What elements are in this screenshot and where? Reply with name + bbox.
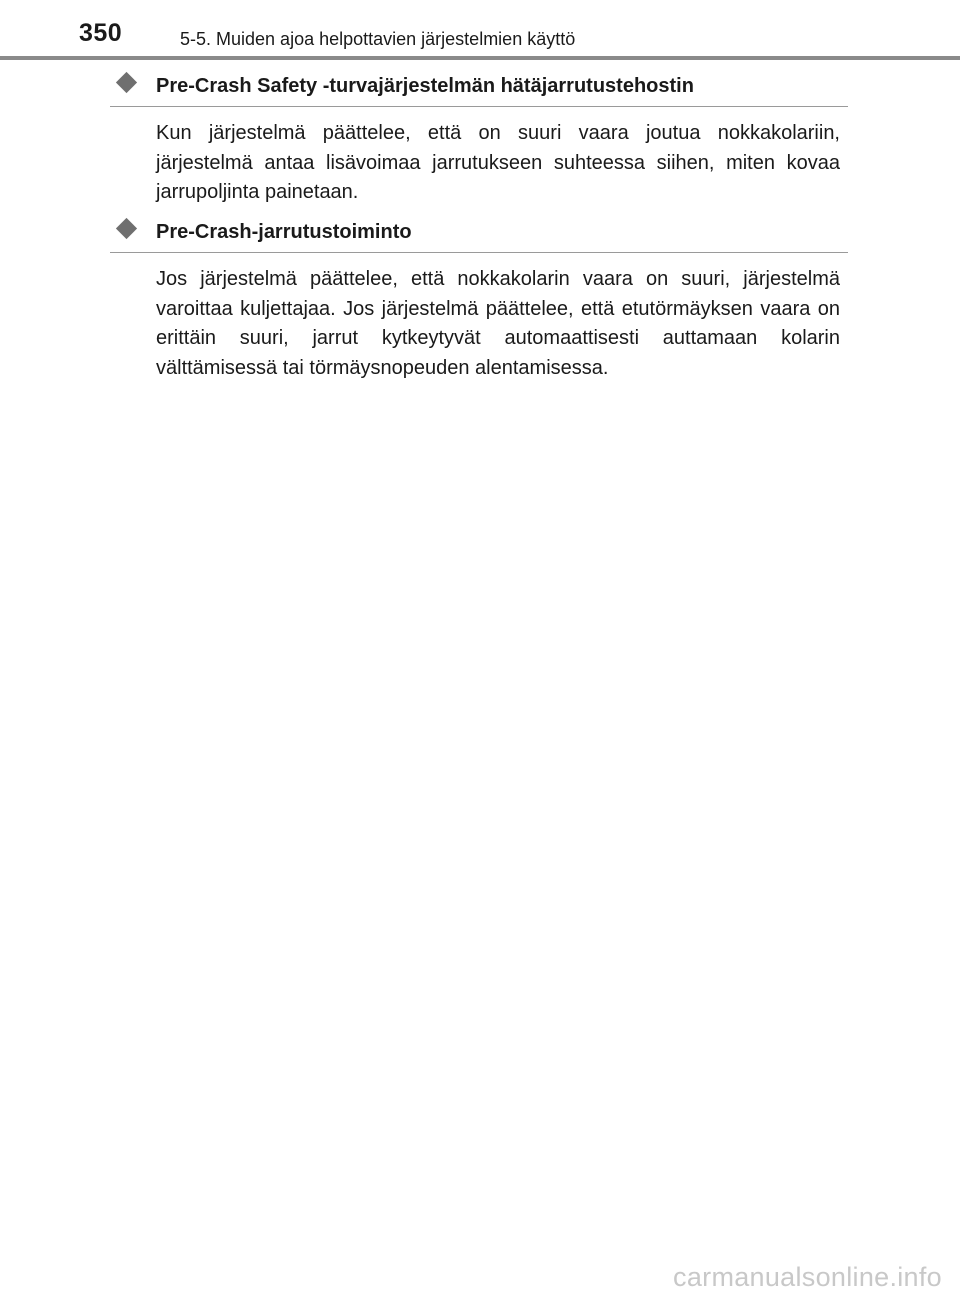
section-pre-crash-braking [110, 212, 848, 383]
diamond-bullet-icon [116, 218, 137, 239]
section-heading [110, 66, 848, 107]
header-rule [0, 56, 960, 60]
page-number: 350 [79, 19, 123, 47]
page-header [0, 0, 960, 60]
section-heading-text: Pre-Crash Safety -turvajärjestelmän hätäjarrutustehostin [156, 75, 694, 97]
section-heading-text: Pre-Crash-jarrutustoiminto [156, 221, 412, 243]
section-body: Kun järjestelmä päättelee, että on suuri vaara joutua nokkakolariin, järjestelmä antaa lisävoimaa jarrutukseen suhteessa siihen, miten kovaa jarrupoljinta painetaan. [156, 122, 840, 203]
watermark: carmanualsonline.info [673, 1262, 942, 1292]
section-body: Jos järjestelmä päättelee, että nokkakolarin vaara on suuri, järjestelmä varoittaa kuljettajaa. Jos järjestelmä päättelee, että etutörmäyksen vaara on erittäin suuri, jarrut kytkeytyvät automaattisesti auttamaan kolarin välttämisessä tai törmäysnopeuden alentamisessa. [156, 268, 840, 379]
diamond-bullet-icon [116, 72, 137, 93]
section-heading [110, 212, 848, 253]
chapter-title: 5-5. Muiden ajoa helpottavien järjestelmien käyttö [180, 29, 576, 49]
section-brake-assist [110, 66, 848, 208]
